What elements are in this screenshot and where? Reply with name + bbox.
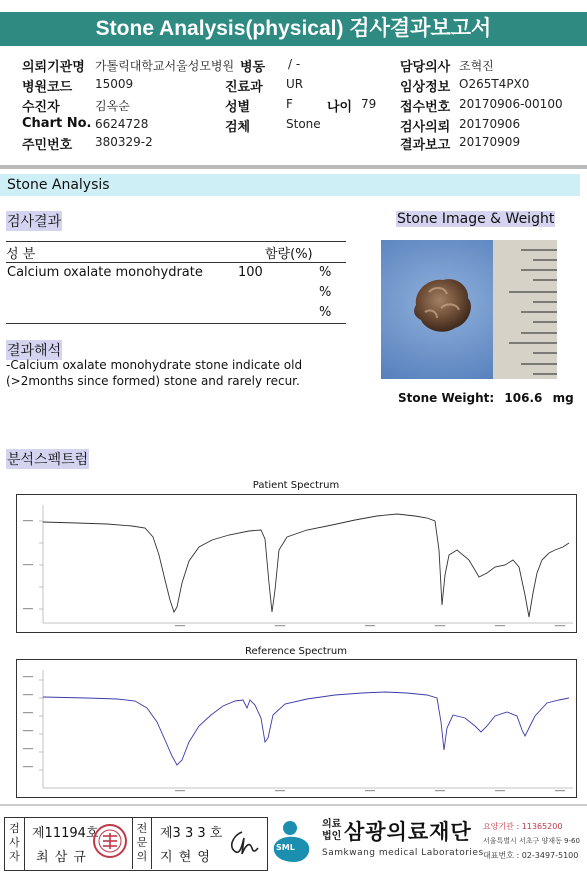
stone-photo bbox=[381, 240, 557, 379]
clinical-info-value: O265T4PX0 bbox=[459, 77, 530, 91]
patient-value: 김옥순 bbox=[95, 99, 130, 113]
patient-label: 수진자 bbox=[22, 100, 60, 115]
org-type-1: 의료 bbox=[322, 819, 342, 830]
tester-label: 검사자 bbox=[5, 818, 25, 870]
report-title: Stone Analysis(physical) 검사결과보고서 bbox=[0, 12, 587, 46]
section-title-text: Stone Analysis bbox=[7, 177, 110, 193]
interpretation-line-2: (>2months since formed) stone and rarely recur. bbox=[6, 374, 300, 388]
reference-spectrum-chart bbox=[16, 659, 577, 798]
result-table-header-rule bbox=[6, 262, 346, 263]
result-row-unit: % bbox=[319, 305, 332, 320]
reference-spectrum-line bbox=[43, 692, 569, 765]
age-label: 나이 bbox=[327, 100, 353, 115]
sex-label: 성별 bbox=[225, 100, 251, 115]
org-phone: 대표번호 : 02-3497-5100 bbox=[483, 851, 579, 860]
specialist-name: 지 현 영 bbox=[160, 850, 211, 865]
resident-no-label: 주민번호 bbox=[22, 138, 73, 153]
sex-value: F bbox=[286, 97, 293, 111]
interpretation-line-1: -Calcium oxalate monohydrate stone indicate old bbox=[6, 358, 303, 372]
ward-value: / - bbox=[288, 57, 301, 71]
request-date-label: 검사의뢰 bbox=[400, 120, 451, 135]
stone-weight bbox=[398, 391, 574, 405]
specialist-signature-icon bbox=[222, 826, 260, 858]
result-table-top-rule bbox=[6, 241, 346, 242]
chart-no-value: 6624728 bbox=[95, 117, 149, 131]
result-heading: 검사결과 bbox=[6, 211, 62, 231]
hospital-code-label: 병원코드 bbox=[22, 80, 73, 95]
dept-value: UR bbox=[286, 77, 304, 91]
report-date-value: 20170909 bbox=[459, 135, 521, 149]
receipt-no-label: 접수번호 bbox=[400, 100, 451, 115]
dept-label: 진료과 bbox=[225, 80, 263, 95]
report-date-label: 결과보고 bbox=[400, 138, 451, 153]
stone-weight-label: Stone Weight: bbox=[398, 391, 495, 405]
footer-separator bbox=[0, 804, 587, 806]
header-separator bbox=[0, 165, 587, 169]
clinical-info-label: 임상정보 bbox=[400, 80, 451, 95]
org-address: 서울특별시 서초구 양재동 9-60 bbox=[483, 837, 580, 845]
reference-spectrum-title: Reference Spectrum bbox=[245, 646, 347, 657]
specimen-value: Stone bbox=[286, 117, 321, 131]
spectrum-heading: 분석스펙트럼 bbox=[6, 449, 89, 469]
ward-label: 병동 bbox=[240, 60, 266, 75]
org-code: 요양기관 : 11365200 bbox=[483, 822, 563, 831]
requester-value: 가톨릭대학교서울성모병원 bbox=[95, 59, 235, 73]
specialist-license-no: 제3 3 3 호 bbox=[160, 826, 223, 841]
sml-logo-icon bbox=[270, 816, 320, 868]
age-value: 79 bbox=[361, 97, 377, 111]
specimen-label: 검체 bbox=[225, 120, 251, 135]
result-row-unit: % bbox=[319, 285, 332, 300]
patient-spectrum-title: Patient Spectrum bbox=[252, 480, 340, 491]
result-row-amount: 100 bbox=[238, 265, 263, 280]
patient-spectrum-line bbox=[43, 514, 569, 617]
resident-no-value: 380329-2 bbox=[95, 135, 153, 149]
logo-text: SML bbox=[276, 843, 295, 852]
specialist-label: 전문의 bbox=[132, 818, 152, 869]
interpretation-heading: 결과해석 bbox=[6, 340, 62, 360]
tester-seal-icon bbox=[92, 823, 128, 859]
org-type-2: 법인 bbox=[322, 831, 342, 842]
org-name-en: Samkwang medical Laboratories bbox=[322, 848, 484, 858]
stone-weight-unit: mg bbox=[552, 391, 574, 405]
result-row-unit: % bbox=[319, 265, 332, 280]
request-date-value: 20170906 bbox=[459, 117, 521, 131]
stone-weight-value: 106.6 bbox=[504, 391, 543, 405]
section-title bbox=[0, 174, 580, 196]
chart-no-label: Chart No. bbox=[22, 116, 92, 131]
receipt-no-value: 20170906-00100 bbox=[459, 97, 563, 111]
patient-spectrum-chart bbox=[16, 494, 577, 633]
tester-name: 최 삼 규 bbox=[36, 850, 87, 865]
requester-label: 의뢰기관명 bbox=[22, 60, 85, 75]
stone-image-heading: Stone Image & Weight bbox=[397, 211, 555, 227]
org-name: 삼광의료재단 bbox=[344, 820, 472, 844]
result-row-component: Calcium oxalate monohydrate bbox=[7, 265, 203, 280]
doctor-value: 조혁진 bbox=[459, 59, 494, 73]
tester-license-no: 제11194호 bbox=[32, 826, 99, 841]
hospital-code-value: 15009 bbox=[95, 77, 134, 91]
result-col-component: 성 분 bbox=[6, 247, 36, 262]
doctor-label: 담당의사 bbox=[400, 60, 451, 75]
result-col-amount: 함량(%) bbox=[265, 247, 313, 262]
result-table-bottom-rule bbox=[6, 323, 346, 324]
